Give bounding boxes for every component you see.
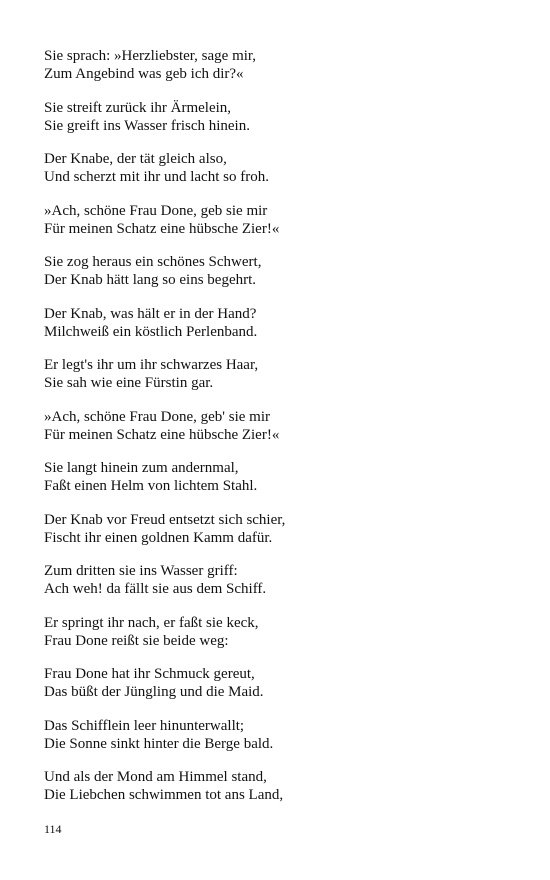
verse-line: Die Sonne sinkt hinter die Berge bald. [44, 735, 274, 752]
stanza [44, 99, 524, 135]
verse-line: Frau Done reißt sie beide weg: [44, 632, 229, 649]
verse-line: Sie langt hinein zum andernmal, [44, 460, 239, 476]
verse-line: Ach weh! da fällt sie aus dem Schiff. [44, 581, 267, 597]
verse-line: Sie sah wie eine Fürstin gar. [44, 375, 214, 391]
stanza [44, 47, 524, 83]
stanza [44, 253, 524, 289]
stanza [44, 717, 524, 753]
verse-line: Und scherzt mit ihr und lacht so froh. [44, 169, 269, 185]
verse-line: »Ach, schöne Frau Done, geb' sie mir [44, 408, 270, 425]
verse-line: Zum Angebind was geb ich dir?« [44, 66, 244, 82]
verse-line: »Ach, schöne Frau Done, geb sie mir [44, 202, 268, 219]
verse-line: Faßt einen Helm von lichtem Stahl. [44, 478, 258, 494]
verse-line: Zum dritten sie ins Wasser griff: [44, 563, 238, 579]
verse-line: Der Knab vor Freud entsetzt sich schier, [44, 511, 286, 528]
poem-text [44, 47, 524, 820]
verse-line: Sie streift zurück ihr Ärmelein, [44, 99, 232, 116]
verse-line: Sie greift ins Wasser frisch hinein. [44, 117, 250, 134]
verse-line: Und als der Mond am Himmel stand, [44, 769, 267, 785]
verse-line: Der Knab hätt lang so eins begehrt. [44, 272, 257, 288]
verse-line: Die Liebchen schwimmen tot ans Land, [44, 787, 284, 803]
stanza [44, 356, 524, 392]
stanza [44, 150, 524, 186]
verse-line: Fischt ihr einen goldnen Kamm dafür. [44, 529, 273, 546]
verse-line: Milchweiß ein köstlich Perlenband. [44, 323, 258, 340]
stanza [44, 511, 524, 547]
stanza [44, 202, 524, 238]
stanza [44, 614, 524, 650]
verse-line: Für meinen Schatz eine hübsche Zier!« [44, 220, 280, 237]
stanza [44, 562, 524, 598]
stanza [44, 305, 524, 341]
verse-line: Sie sprach: »Herzliebster, sage mir, [44, 48, 257, 64]
stanza [44, 408, 524, 444]
stanza [44, 459, 524, 495]
page-number: 114 [44, 822, 62, 836]
verse-line: Das büßt der Jüngling und die Maid. [44, 684, 264, 700]
stanza [44, 768, 524, 804]
verse-line: Für meinen Schatz eine hübsche Zier!« [44, 426, 280, 443]
verse-line: Frau Done hat ihr Schmuck gereut, [44, 666, 255, 682]
verse-line: Er springt ihr nach, er faßt sie keck, [44, 614, 259, 631]
verse-line: Er legt's ihr um ihr schwarzes Haar, [44, 357, 259, 373]
verse-line: Der Knab, was hält er in der Hand? [44, 305, 257, 322]
stanza [44, 665, 524, 701]
verse-line: Sie zog heraus ein schönes Schwert, [44, 254, 262, 270]
verse-line: Der Knabe, der tät gleich also, [44, 151, 227, 167]
verse-line: Das Schifflein leer hinunterwallt; [44, 717, 245, 734]
